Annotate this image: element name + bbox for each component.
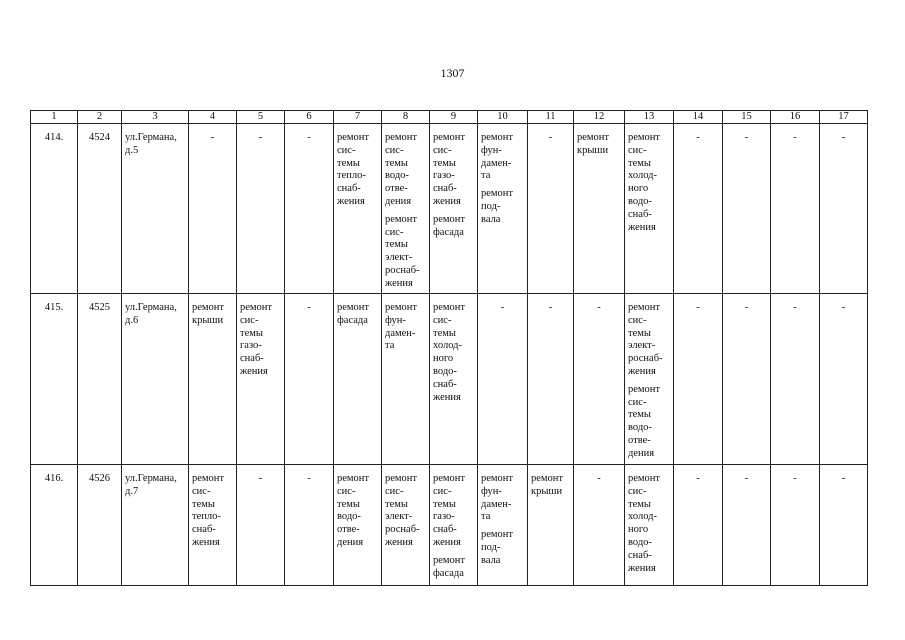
column-header: 11 <box>528 111 574 124</box>
row-number: 414. <box>31 124 78 294</box>
address <box>122 124 189 294</box>
empty-cell <box>285 124 334 294</box>
page-number: 1307 <box>440 66 465 80</box>
table-row <box>31 294 868 465</box>
work-item: ремонт сис- темы тепло- снаб- жения <box>337 132 370 207</box>
work-item: ремонт сис- темы холод- ного водо- снаб- жения <box>433 302 466 403</box>
work-cell <box>478 465 528 586</box>
empty-cell <box>574 294 625 465</box>
empty-cell <box>820 294 868 465</box>
empty-cell <box>723 294 771 465</box>
empty-cell <box>820 124 868 294</box>
empty-cell <box>674 465 723 586</box>
empty-cell <box>674 124 723 294</box>
dash-mark: - <box>793 473 797 484</box>
dash-mark: - <box>744 132 749 143</box>
dash-mark: - <box>793 132 797 143</box>
empty-cell <box>723 465 771 586</box>
column-header: 4 <box>189 111 237 124</box>
work-item: ремонт сис- темы водо- отве- дения <box>628 383 661 459</box>
dash-mark: - <box>548 132 553 143</box>
dash-mark: - <box>500 302 505 313</box>
work-item: ремонт сис- темы тепло- снаб- жения <box>192 473 225 548</box>
empty-cell <box>771 294 820 465</box>
dash-mark: - <box>258 473 263 484</box>
work-cell <box>574 124 625 294</box>
table-row <box>31 465 868 586</box>
work-cell <box>430 294 478 465</box>
column-header: 2 <box>78 111 122 124</box>
work-cell <box>334 294 382 465</box>
work-cell <box>430 465 478 586</box>
dash-mark: - <box>696 302 700 313</box>
work-item: ремонт сис- темы элект- роснаб- жения <box>385 473 420 548</box>
work-item: ремонт крыши <box>577 132 610 156</box>
column-header: 6 <box>285 111 334 124</box>
address-text: ул.Германа, д.5 <box>125 132 177 156</box>
dash-mark: - <box>307 473 311 484</box>
work-item: ремонт фасада <box>337 302 370 326</box>
address-text: ул.Германа, д.6 <box>125 302 177 326</box>
dash-mark: - <box>744 302 749 313</box>
work-item: ремонт сис- темы элект- роснаб- жения <box>385 213 420 289</box>
empty-cell <box>574 465 625 586</box>
dash-mark: - <box>841 473 846 484</box>
work-item: ремонт фун- дамен- та <box>385 302 418 352</box>
work-cell <box>189 294 237 465</box>
empty-cell <box>285 465 334 586</box>
work-item: ремонт сис- темы газо- снаб- жения <box>433 473 466 548</box>
empty-cell <box>285 294 334 465</box>
work-item: ремонт сис- темы водо- отве- дения <box>337 473 370 548</box>
work-item: ремонт сис- темы водо- отве- дения <box>385 132 418 207</box>
column-header: 5 <box>237 111 285 124</box>
work-item: ремонт под- вала <box>481 188 514 225</box>
work-cell <box>334 124 382 294</box>
header-row <box>31 111 868 124</box>
empty-cell <box>478 294 528 465</box>
column-header: 17 <box>820 111 868 124</box>
column-header: 13 <box>625 111 674 124</box>
house-code: 4526 <box>78 465 122 586</box>
table-row <box>31 124 868 294</box>
work-cell <box>334 465 382 586</box>
work-cell <box>237 294 285 465</box>
empty-cell <box>771 124 820 294</box>
column-header: 9 <box>430 111 478 124</box>
empty-cell <box>820 465 868 586</box>
empty-cell <box>237 124 285 294</box>
dash-mark: - <box>597 473 601 484</box>
repair-schedule-table <box>30 110 868 586</box>
column-header: 1 <box>31 111 78 124</box>
column-header: 12 <box>574 111 625 124</box>
work-item: ремонт фасада <box>433 554 466 579</box>
address <box>122 465 189 586</box>
column-header: 14 <box>674 111 723 124</box>
column-header: 16 <box>771 111 820 124</box>
work-cell <box>478 124 528 294</box>
work-cell <box>382 124 430 294</box>
work-item: ремонт фасада <box>433 213 466 238</box>
empty-cell <box>528 294 574 465</box>
work-item: ремонт крыши <box>192 302 225 326</box>
house-code: 4524 <box>78 124 122 294</box>
work-cell <box>382 465 430 586</box>
dash-mark: - <box>744 473 749 484</box>
dash-mark: - <box>307 302 311 313</box>
empty-cell <box>674 294 723 465</box>
work-cell <box>189 465 237 586</box>
house-code: 4525 <box>78 294 122 465</box>
work-item: ремонт сис- темы холод- ного водо- снаб- жения <box>628 132 661 233</box>
column-header: 8 <box>382 111 430 124</box>
work-item: ремонт под- вала <box>481 529 514 566</box>
empty-cell <box>771 465 820 586</box>
work-item: ремонт сис- темы газо- снаб- жения <box>240 302 273 377</box>
column-header: 3 <box>122 111 189 124</box>
dash-mark: - <box>258 132 263 143</box>
column-header: 10 <box>478 111 528 124</box>
work-item: ремонт фун- дамен- та <box>481 473 514 523</box>
work-cell <box>528 465 574 586</box>
row-number: 415. <box>31 294 78 465</box>
dash-mark: - <box>696 473 700 484</box>
dash-mark: - <box>841 302 846 313</box>
empty-cell <box>189 124 237 294</box>
dash-mark: - <box>307 132 311 143</box>
dash-mark: - <box>597 302 601 313</box>
work-item: ремонт сис- темы холод- ного водо- снаб- жения <box>628 473 661 574</box>
empty-cell <box>528 124 574 294</box>
column-header: 15 <box>723 111 771 124</box>
dash-mark: - <box>841 132 846 143</box>
work-item: ремонт крыши <box>531 473 564 497</box>
work-cell <box>625 294 674 465</box>
work-item: ремонт сис- темы газо- снаб- жения <box>433 132 466 207</box>
address-text: ул.Германа, д.7 <box>125 473 177 497</box>
work-cell <box>625 124 674 294</box>
dash-mark: - <box>210 132 215 143</box>
work-item: ремонт фун- дамен- та <box>481 132 514 182</box>
dash-mark: - <box>548 302 553 313</box>
work-cell <box>625 465 674 586</box>
empty-cell <box>723 124 771 294</box>
work-item: ремонт сис- темы элект- роснаб- жения <box>628 302 663 377</box>
work-cell <box>430 124 478 294</box>
dash-mark: - <box>696 132 700 143</box>
row-number: 416. <box>31 465 78 586</box>
column-header: 7 <box>334 111 382 124</box>
empty-cell <box>237 465 285 586</box>
work-cell <box>382 294 430 465</box>
address <box>122 294 189 465</box>
dash-mark: - <box>793 302 797 313</box>
